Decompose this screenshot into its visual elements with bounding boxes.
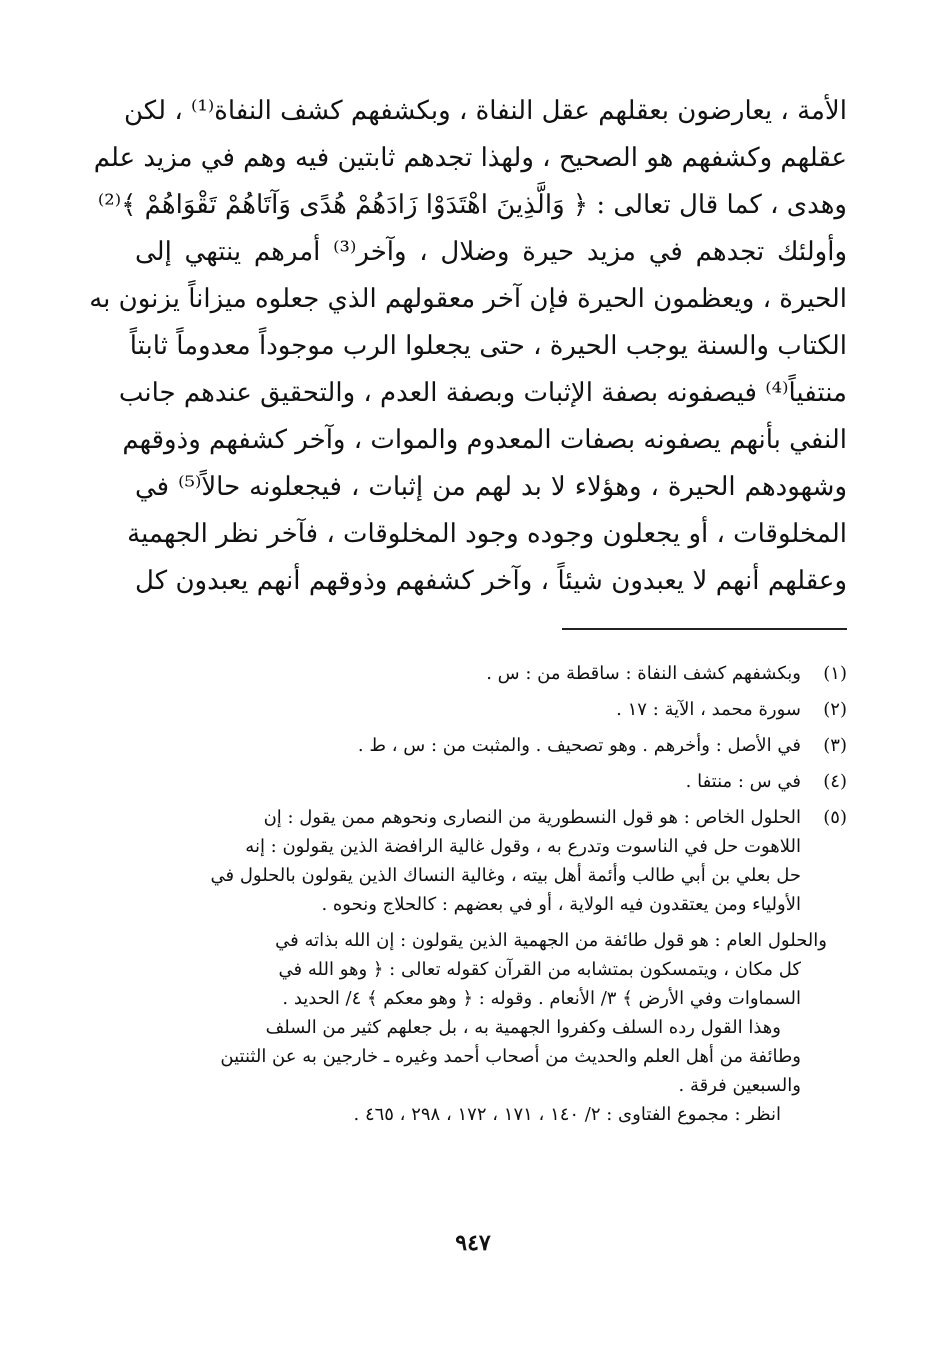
text-line: وعقلهم أنهم لا يعبدون شيئاً ، وآخر كشفهم وذوقهم أنهم يعبدون كل	[135, 566, 847, 596]
footnote-line: في الأصل : وأخرهم . وهو تصحيف . والمثبت من : س ، ط .	[357, 735, 801, 756]
footnote-line: وبكشفهم كشف النفاة : ساقطة من : س .	[486, 663, 801, 684]
footnote-line: في س : منتفا .	[685, 771, 801, 792]
footnote-paragraph-line: والسبعين فرقة .	[678, 1075, 801, 1096]
footnote	[135, 660, 847, 689]
footnote-paragraph-line: والحلول العام : هو قول طائفة من الجهمية الذين يقولون : إن الله بذاته في	[275, 930, 827, 951]
text-line: وهدى ، كما قال تعالى : ﴿ وَالَّذِينَ اهْتَدَوْا زَادَهُمْ هُدًى وَآتَاهُمْ تَقْوَاهُمْ ﴾⁽²⁾	[97, 190, 847, 220]
text-line: منتفياً⁽⁴⁾ فيصفونه بصفة الإثبات وبصفة العدم ، والتحقيق عندهم جانب	[118, 378, 847, 408]
text-line: الأمة ، يعارضون بعقلهم عقل النفاة ، وبكشفهم كشف النفاة⁽¹⁾ ، لكن	[124, 96, 847, 126]
footnote	[135, 768, 847, 797]
text-line: عقلهم وكشفهم هو الصحيح ، ولهذا تجدهم ثابتين فيه وهم في مزيد علم	[93, 143, 847, 173]
footnote-line: سورة محمد ، الآية : ١٧ .	[616, 699, 801, 720]
text-line: المخلوقات ، أو يجعلون وجوده وجود المخلوقات ، فآخر نظر الجهمية	[127, 519, 847, 549]
footnote-line: الحلول الخاص : هو قول النسطورية من النصارى ونحوهم ممن يقول : إن	[263, 807, 801, 828]
footnote-text	[135, 804, 801, 920]
footnote-separator	[562, 628, 847, 630]
footnote	[135, 804, 847, 920]
page-number: ٩٤٧	[455, 1230, 491, 1256]
footnote-reference-line: انظر : مجموع الفتاوى : ٢/ ١٤٠ ، ١٧١ ، ١٧٢ ، ٢٩٨ ، ٤٦٥ .	[353, 1104, 781, 1125]
text-line: وأولئك تجدهم في مزيد حيرة وضلال ، وآخر⁽³⁾ أمرهم ينتهي إلى	[135, 237, 848, 267]
footnote-text	[135, 732, 801, 761]
footnote-number: (١)	[823, 663, 847, 684]
footnote-paragraph-line: كل مكان ، ويتمسكون بمتشابه من القرآن كقوله تعالى : ﴿ وهو الله في	[278, 959, 801, 980]
footnote-number: (٣)	[823, 735, 847, 756]
footnote-text	[135, 696, 801, 725]
text-line: النفي بأنهم يصفونه بصفات المعدوم والموات ، وآخر كشفهم وذوقهم	[122, 425, 847, 455]
footnote-text	[135, 660, 801, 689]
footnote-text	[135, 768, 801, 797]
footnote-paragraph-line: وطائفة من أهل العلم والحديث من أصحاب أحمد وغيره ـ خارجين به عن الثنتين	[220, 1046, 801, 1067]
footnote-paragraph-line: وهذا القول رده السلف وكفروا الجهمية به ، بل جعلهم كثير من السلف	[265, 1017, 781, 1038]
footnote	[135, 696, 847, 725]
footnote-number: (٤)	[823, 771, 847, 792]
footnote-line: حل بعلي بن أبي طالب وأئمة أهل بيته ، وغالية النساك الذين يقولون بالحلول في	[210, 865, 801, 886]
footnote-line: الأولياء ومن يعتقدون فيه الولاية ، أو في بعضهم : كالحلاج ونحوه .	[321, 894, 801, 915]
text-line: الكتاب والسنة يوجب الحيرة ، حتى يجعلوا الرب موجوداً معدوماً ثابتاً	[129, 331, 847, 361]
main-text	[89, 88, 848, 605]
footnote-number: (٢)	[823, 699, 847, 720]
text-line: وشهودهم الحيرة ، وهؤلاء لا بد لهم من إثبات ، فيجعلونه حالاً⁽⁵⁾ في	[135, 472, 848, 502]
footnote	[135, 732, 847, 761]
footnote-paragraph-line: السماوات وفي الأرض ﴾ ٣/ الأنعام . وقوله : ﴿ وهو معكم ﴾ ٤/ الحديد .	[282, 988, 801, 1009]
footnotes	[135, 660, 847, 1130]
footnote-number: (٥)	[823, 807, 847, 828]
text-line: الحيرة ، ويعظمون الحيرة فإن آخر معقولهم الذي جعلوه ميزاناً يزنون به	[89, 284, 847, 314]
footnote-line: اللاهوت حل في الناسوت وتدرع به ، وقول غالية الرافضة الذين يقولون : إنه	[245, 836, 801, 857]
